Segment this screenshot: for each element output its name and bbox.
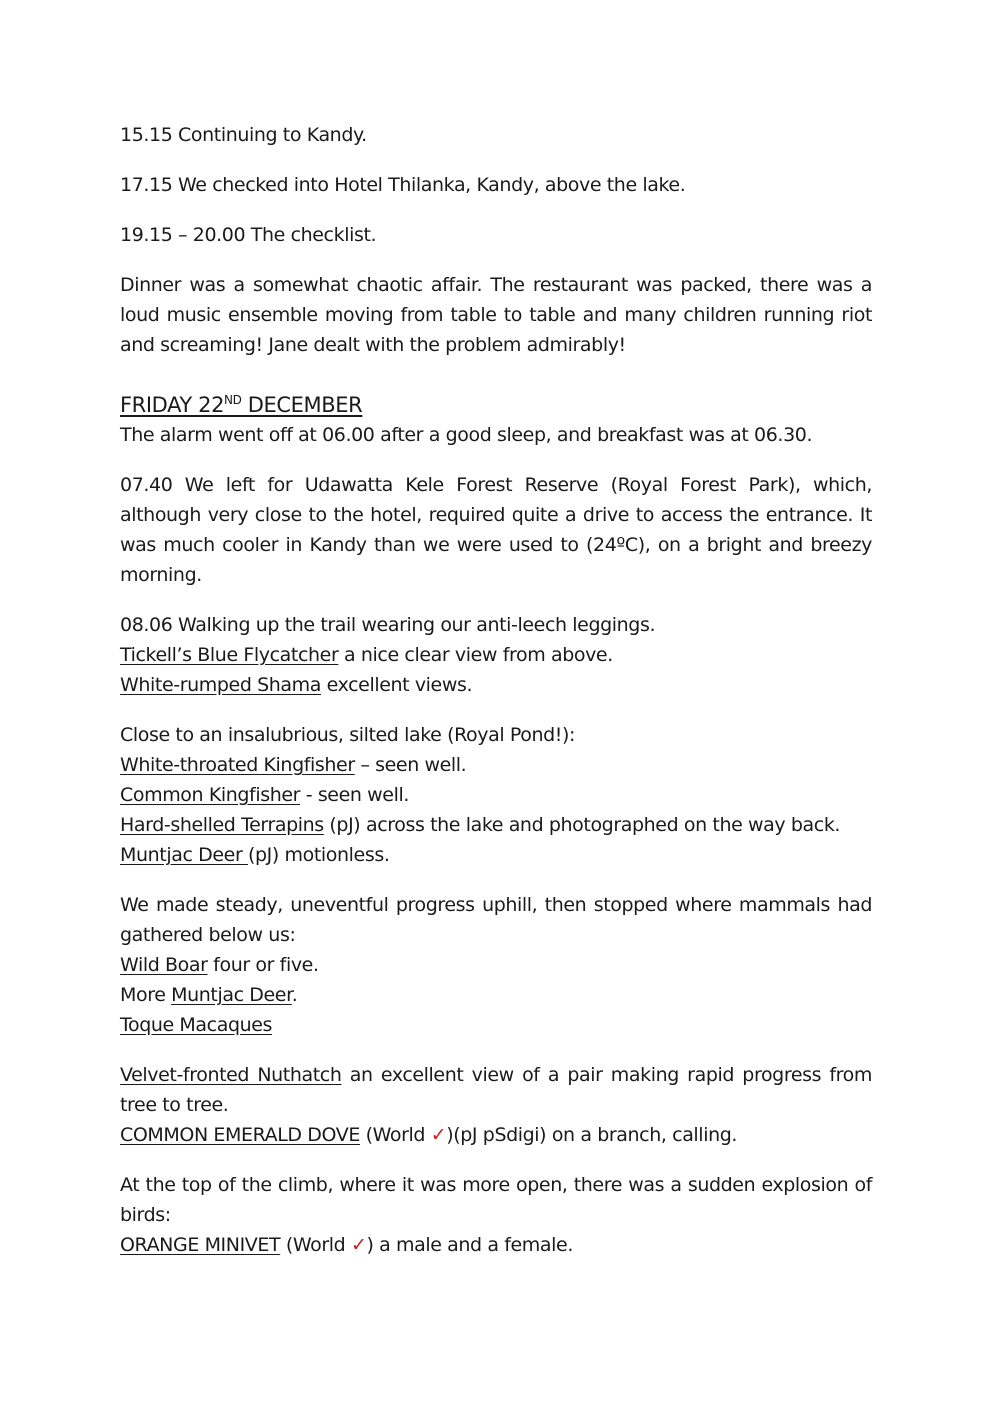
sighting-line [120, 1230, 872, 1260]
dinner-paragraph: Dinner was a somewhat chaotic affair. The restaurant was packed, there was a loud music ensemble moving from table to table and many children running riot and screaming! Jane dealt with the problem admirably! [120, 274, 872, 356]
trail-block [120, 610, 872, 700]
species-name: Common Kingfisher [120, 784, 301, 806]
species-note: (pJ) motionless. [248, 844, 390, 866]
sighting-line [120, 640, 872, 670]
species-note: – seen well. [354, 754, 467, 776]
species-note: four or five. [207, 954, 319, 976]
top-climb-intro: At the top of the climb, where it was more open, there was a sudden explosion of birds: [120, 1174, 872, 1226]
sighting-line [120, 1120, 872, 1150]
document-page [120, 120, 872, 1280]
species-note: - seen well. [300, 784, 409, 806]
species-note: excellent views. [321, 674, 473, 696]
species-name: Velvet-fronted Nuthatch [120, 1064, 342, 1086]
species-note: (World [359, 1124, 431, 1146]
sighting-line [120, 750, 872, 780]
entry-checklist: 19.15 – 20.00 The checklist. [120, 224, 377, 246]
tick-icon: ✓ [430, 1124, 447, 1146]
species-note: (pJ) across the lake and photographed on the way back. [323, 814, 841, 836]
nuthatch-block [120, 1060, 872, 1150]
sighting-line [120, 780, 872, 810]
species-name: White-throated Kingfisher [120, 754, 355, 776]
sighting-line [120, 810, 872, 840]
sighting-line [120, 980, 872, 1010]
species-note: (World [280, 1234, 351, 1256]
species-name: Muntjac Deer [120, 844, 248, 866]
top-climb-block [120, 1170, 872, 1260]
species-name: Toque Macaques [120, 1014, 273, 1036]
species-name: Wild Boar [120, 954, 208, 976]
sighting-line [120, 1060, 872, 1120]
species-name: Tickell’s Blue Flycatcher [120, 644, 339, 666]
uphill-block [120, 890, 872, 1040]
lake-intro: Close to an insalubrious, silted lake (Royal Pond!): [120, 724, 576, 746]
sighting-line [120, 840, 872, 870]
species-note: )(pJ pSdigi) on a branch, calling. [446, 1124, 738, 1146]
heading-day: FRIDAY 22 [120, 393, 225, 417]
forest-paragraph: 07.40 We left for Udawatta Kele Forest Reserve (Royal Forest Park), which, although very close to the hotel, required quite a drive to access the entrance. It was much cooler in Kandy than we were used to (24ºC), on a bright and breezy morning. [120, 474, 872, 586]
species-name: Hard-shelled Terrapins [120, 814, 324, 836]
uphill-intro: We made steady, uneventful progress uphill, then stopped where mammals had gathered below us: [120, 894, 872, 946]
alarm-paragraph: The alarm went off at 06.00 after a good sleep, and breakfast was at 06.30. [120, 424, 813, 446]
species-name: White-rumped Shama [120, 674, 322, 696]
more-prefix: More [120, 984, 172, 1006]
trail-intro: 08.06 Walking up the trail wearing our anti-leech leggings. [120, 614, 656, 636]
heading-ordinal: ND [224, 393, 242, 407]
more-suffix: . [291, 984, 298, 1006]
species-name: Muntjac Deer [171, 984, 292, 1006]
entry-kandy: 15.15 Continuing to Kandy. [120, 124, 367, 146]
species-note: a nice clear view from above. [338, 644, 613, 666]
entry-hotel: 17.15 We checked into Hotel Thilanka, Kandy, above the lake. [120, 174, 686, 196]
sighting-line [120, 950, 872, 980]
species-name: COMMON EMERALD DOVE [120, 1124, 360, 1146]
lake-block [120, 720, 872, 870]
tick-icon: ✓ [350, 1234, 367, 1256]
sighting-line [120, 670, 872, 700]
species-note: an excellent view of a pair making rapid progress from tree to tree. [120, 1064, 872, 1116]
species-note: ) a male and a female. [366, 1234, 573, 1256]
day-heading [120, 390, 872, 420]
heading-month: DECEMBER [241, 393, 363, 417]
species-name: ORANGE MINIVET [120, 1234, 281, 1256]
sighting-line [120, 1010, 872, 1040]
